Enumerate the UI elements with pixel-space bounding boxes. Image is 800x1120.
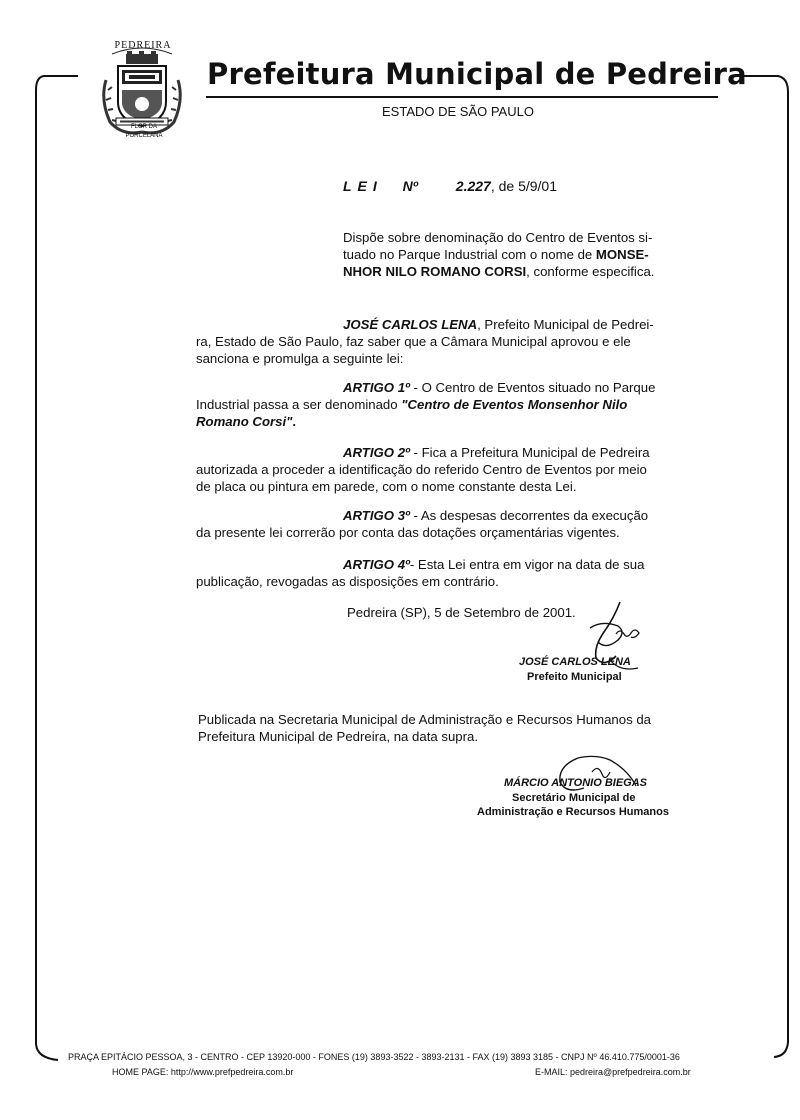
mayor-name: JOSÉ CARLOS LENA xyxy=(343,317,478,332)
law-label: LEI xyxy=(343,178,383,194)
footer-address: PRAÇA EPITÁCIO PESSOA, 3 - CENTRO - CEP 13920-000 - FONES (19) 3893-3522 - 3893-2131 - FAX (19) 3893 3185 - CNPJ Nº 46.410.775/0001-36 xyxy=(68,1052,680,1062)
law-date: , de 5/9/01 xyxy=(490,178,558,194)
secretary-signature-name: MÁRCIO ANTONIO BIEGAS xyxy=(504,777,648,789)
law-summary xyxy=(343,229,687,280)
publication-note: Publicada na Secretaria Municipal de Administração e Recursos Humanos da Prefeitura Municipal de Pedreira, na data supra. xyxy=(198,712,652,744)
mayor-signature-name: JOSÉ CARLOS LENA xyxy=(519,656,631,668)
article-label: ARTIGO 2º xyxy=(343,445,410,460)
summary-line: tuado no Parque Industrial com o nome de MONSE- xyxy=(343,247,649,262)
crest-top-text: PEDREIRA xyxy=(114,40,172,51)
law-number-label: Nº xyxy=(402,178,418,194)
article-1: ARTIGO 1º - O Centro de Eventos situado no Parque Industrial passa a ser denominado "Centro de Eventos Monsenhor Nilo Romano Corsi". xyxy=(196,380,656,429)
footer-homepage: HOME PAGE: http://www.prefpedreira.com.br xyxy=(112,1067,294,1077)
article-label: ARTIGO 1º xyxy=(343,380,410,395)
municipal-coat-of-arms xyxy=(96,40,188,146)
document-subtitle: ESTADO DE SÃO PAULO xyxy=(382,104,534,119)
article-label: ARTIGO 4º xyxy=(343,557,410,572)
title-underline xyxy=(206,96,718,98)
document-title: Prefeitura Municipal de Pedreira xyxy=(207,57,747,91)
summary-line: Dispõe sobre denominação do Centro de Eventos si- xyxy=(343,230,653,245)
crest-motto-line-1: FLOR DA xyxy=(130,124,157,130)
secretary-title-line-1: Secretário Municipal de xyxy=(512,792,636,804)
article-4: ARTIGO 4º- Esta Lei entra em vigor na data de sua publicação, revogadas as disposições em contrário. xyxy=(196,557,645,589)
law-heading xyxy=(343,178,557,194)
secretary-title-line-2: Administração e Recursos Humanos xyxy=(477,806,669,818)
place-and-date: Pedreira (SP), 5 de Setembro de 2001. xyxy=(347,605,576,620)
article-label: ARTIGO 3º xyxy=(343,508,410,523)
mayor-signature-title: Prefeito Municipal xyxy=(527,671,622,683)
article-3: ARTIGO 3º - As despesas decorrentes da execução da presente lei correrão por conta das dotações orçamentárias vigentes. xyxy=(196,508,649,540)
law-number: 2.227 xyxy=(455,178,491,194)
footer-email: E-MAIL: pedreira@prefpedreira.com.br xyxy=(535,1067,691,1077)
crest-motto-line-2: PORCELANA xyxy=(125,133,163,139)
law-preamble: JOSÉ CARLOS LENA, Prefeito Municipal de Pedrei- ra, Estado de São Paulo, faz saber que a Câmara Municipal aprovou e ele sanciona e promulga a seguinte lei: xyxy=(196,317,654,366)
article-2: ARTIGO 2º - Fica a Prefeitura Municipal de Pedreira autorizada a proceder a identificação do referido Centro de Eventos por meio de placa ou pintura em parede, com o nome constante desta Lei. xyxy=(196,445,650,494)
summary-line: NHOR NILO ROMANO CORSI, conforme especifica. xyxy=(343,264,655,279)
